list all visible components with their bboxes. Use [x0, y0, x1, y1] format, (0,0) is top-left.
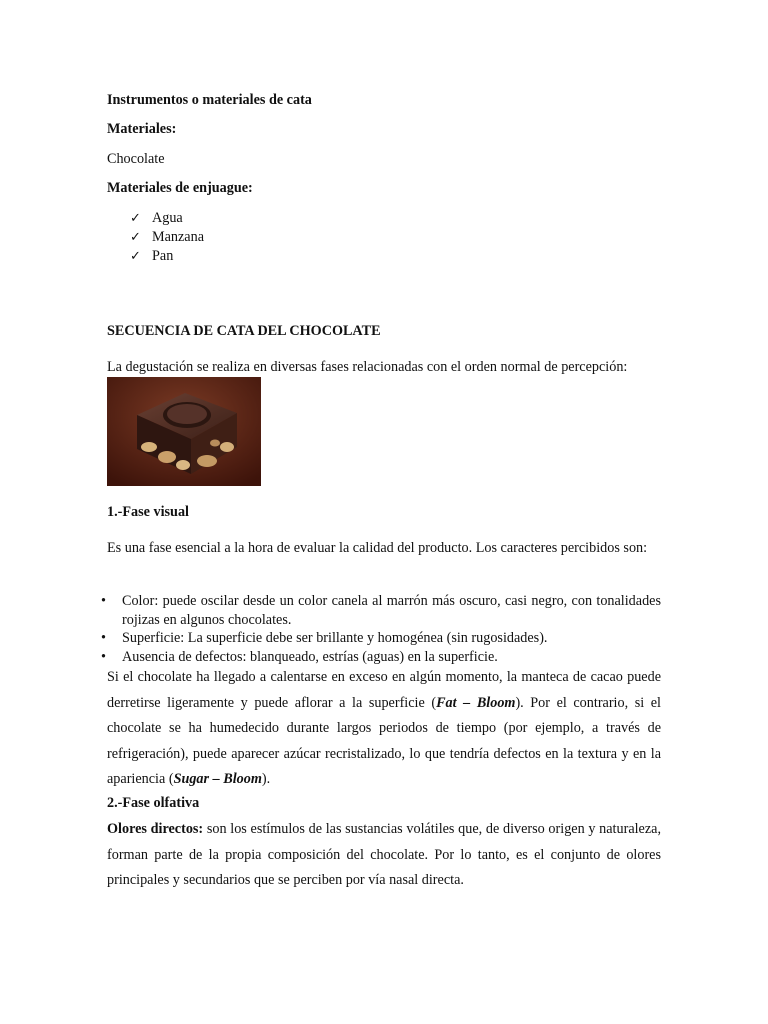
bullet-icon: •	[101, 630, 106, 646]
phase2-paragraph	[107, 817, 661, 894]
paragraph-text: son los estímulos de las sustancias volátiles que, de diverso origen y naturaleza, forman parte de la propia composición del chocolate. Por lo tanto, es el conjunto de olores principales y secundarios que se perciben por vía nasal directa.	[107, 821, 661, 888]
materials-value: Chocolate	[107, 151, 165, 167]
paragraph-text: ). Por el contrario, si el chocolate se ha humedecido durante largos periodos de tiempo (por ejemplo, a través de refrigeración), puede aparecer azúcar recristalizado, lo que tendría defectos en la textura y en la apariencia (	[107, 694, 661, 787]
bullet-icon: •	[101, 648, 106, 665]
list-item	[130, 209, 204, 228]
list-item	[101, 648, 661, 667]
phase1-title: 1.-Fase visual	[107, 504, 189, 520]
phase1-intro: Es una fase esencial a la hora de evaluar la calidad del producto. Los caracteres percibidos son:	[107, 540, 648, 556]
materials-label: Materiales:	[107, 121, 177, 137]
list-item-label: Pan	[152, 248, 174, 264]
instruments-heading: Instrumentos o materiales de cata	[107, 92, 312, 108]
list-item-label: Agua	[152, 210, 183, 226]
phase1-paragraph	[107, 665, 661, 793]
bullet-icon: •	[101, 593, 106, 609]
list-item	[101, 592, 661, 629]
list-item-text: Color: puede oscilar desde un color canela al marrón más oscuro, casi negro, con tonalidades rojizas en algunos chocolates.	[122, 593, 661, 628]
phase1-bullet-list	[101, 592, 661, 666]
checkmark-icon: ✓	[130, 211, 141, 226]
phase2-title: 2.-Fase olfativa	[107, 795, 200, 811]
paragraph-text: ).	[261, 771, 271, 787]
checkmark-icon: ✓	[130, 230, 141, 245]
rinse-materials-list	[130, 209, 204, 266]
fat-bloom-term: Fat – Bloom	[436, 694, 516, 711]
section-title: SECUENCIA DE CATA DEL CHOCOLATE	[107, 323, 381, 339]
list-item-label: Manzana	[152, 229, 204, 245]
list-item-text: Ausencia de defectos: blanqueado, estrías (aguas) en la superficie.	[122, 648, 498, 665]
checkmark-icon: ✓	[130, 249, 141, 264]
chocolate-square-photo	[107, 377, 261, 486]
list-item	[130, 228, 204, 247]
rinse-materials-label: Materiales de enjuague:	[107, 180, 253, 196]
paragraph-text: Si el chocolate ha llegado a calentarse en exceso en algún momento, la manteca de cacao puede derretirse ligeramente y puede aflorar a la superficie (	[107, 669, 661, 711]
direct-odors-label: Olores directos:	[107, 821, 204, 837]
list-item	[101, 629, 661, 648]
sugar-bloom-term: Sugar – Bloom	[173, 771, 262, 787]
section-intro: La degustación se realiza en diversas fases relacionadas con el orden normal de percepción:	[107, 359, 628, 375]
list-item	[130, 247, 204, 266]
list-item-text: Superficie: La superficie debe ser brillante y homogénea (sin rugosidades).	[122, 630, 548, 646]
